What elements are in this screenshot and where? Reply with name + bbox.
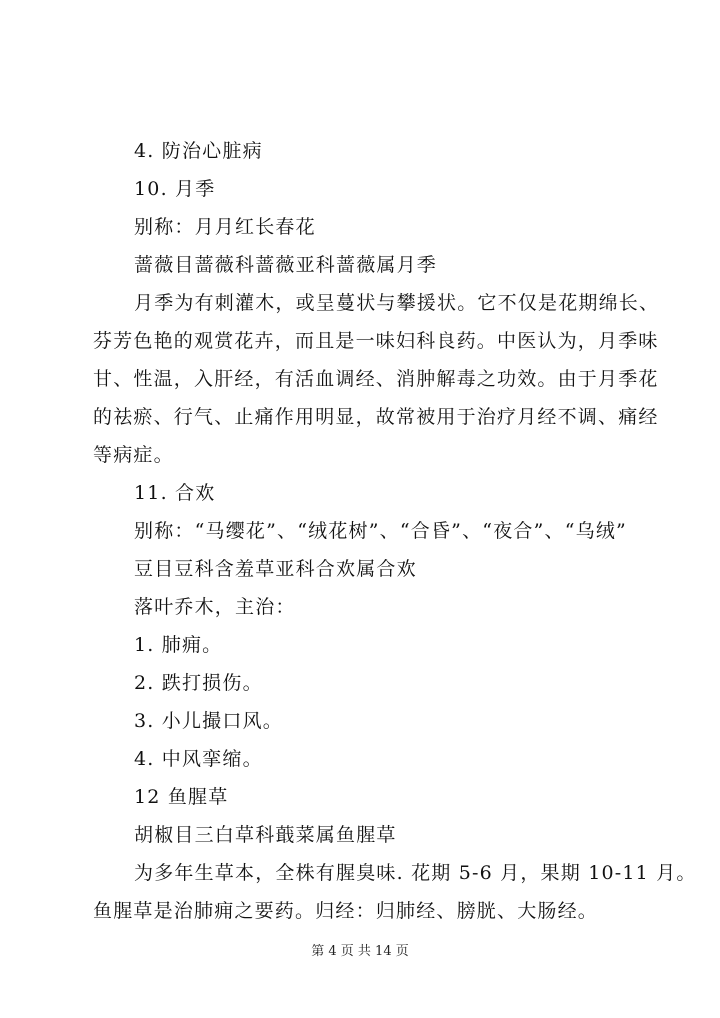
list-item: 1. 肺痈。 [134, 634, 223, 656]
list-item-prevent-heart-disease: 4. 防治心脏病 [134, 140, 263, 162]
list-item: 2. 跌打损伤。 [134, 672, 263, 694]
rose-description-line: 月季为有刺灌木，或呈蔓状与攀援状。它不仅是花期绵长、 [134, 292, 660, 314]
page-number-footer: 第 4 页 共 14 页 [311, 944, 409, 959]
albizia-alias: 别称：“马缨花”、“绒花树”、“合昏”、“夜合”、“乌绒” [134, 520, 627, 542]
rose-description-line: 的祛瘀、行气、止痛作用明显，故常被用于治疗月经不调、痛经 [93, 406, 659, 428]
rose-description-line: 等病症。 [93, 444, 174, 466]
rose-taxonomy: 蔷薇目蔷薇科蔷薇亚科蔷薇属月季 [134, 254, 438, 276]
albizia-taxonomy: 豆目豆科含羞草亚科合欢属合欢 [134, 558, 417, 580]
document-body [93, 132, 697, 930]
houttuynia-description-line: 为多年生草本，全株有腥臭味. 花期 5-6 月，果期 10-11 月。 [134, 862, 697, 884]
section-heading-rose: 10. 月季 [134, 178, 216, 200]
houttuynia-description-line: 鱼腥草是治肺痈之要药。归经：归肺经、膀胱、大肠经。 [93, 900, 599, 922]
rose-description-line: 芬芳色艳的观赏花卉，而且是一味妇科良药。中医认为，月季味 [93, 330, 659, 352]
albizia-description: 落叶乔木，主治： [134, 596, 296, 618]
rose-alias: 别称：月月红长春花 [134, 216, 316, 238]
section-heading-houttuynia: 12 鱼腥草 [134, 786, 229, 808]
houttuynia-taxonomy: 胡椒目三白草科蕺菜属鱼腥草 [134, 824, 397, 846]
list-item: 4. 中风挛缩。 [134, 748, 263, 770]
list-item: 3. 小儿撮口风。 [134, 710, 283, 732]
section-heading-albizia: 11. 合欢 [134, 482, 216, 504]
rose-description-line: 甘、性温，入肝经，有活血调经、消肿解毒之功效。由于月季花 [93, 368, 659, 390]
